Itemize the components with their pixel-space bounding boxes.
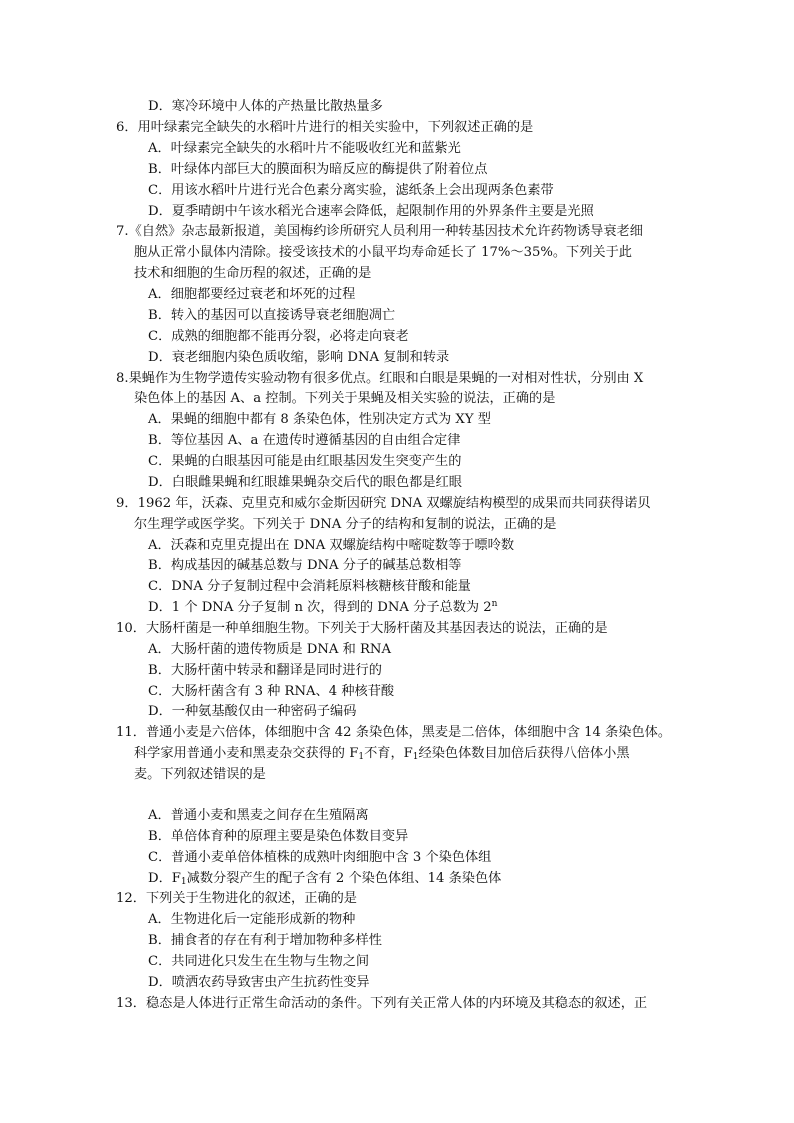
q11-option-d-part-b: 减数分裂产生的配子含有 2 个染色体组、14 条染色体 [186, 871, 502, 886]
q8-option-c: C．果蝇的白眼基因可能是由红眼基因发生突变产生的 [148, 454, 462, 469]
q11-option-c: C．普通小麦单倍体植株的成熟叶肉细胞中含 3 个染色体组 [148, 850, 492, 865]
q11-stem-line-2-part-a: 科学家用普通小麦和黑麦杂交获得的 F [134, 746, 359, 761]
q10-stem: 10．大肠杆菌是一种单细胞生物。下列关于大肠杆菌及其基因表达的说法，正确的是 [116, 621, 608, 636]
q11-option-d-part-a: D．F [148, 871, 181, 886]
q8-option-d: D．白眼雌果蝇和红眼雄果蝇杂交后代的眼色都是红眼 [148, 475, 462, 490]
q11-f1-subscript-b: 1 [412, 752, 419, 762]
q9-option-d-exponent: n [491, 599, 498, 609]
q10-option-a: A．大肠杆菌的遗传物质是 DNA 和 RNA [148, 642, 391, 657]
q9-option-d [148, 598, 497, 619]
q10-option-c: C．大肠杆菌含有 3 种 RNA、4 种核苷酸 [148, 684, 395, 699]
q11-stem-line-1: 11．普通小麦是六倍体，体细胞中含 42 条染色体，黑麦是二倍体，体细胞中含 14 条染色体。 [116, 725, 672, 740]
q11-option-a: A．普通小麦和黑麦之间存在生殖隔离 [148, 808, 369, 823]
q9-option-b: B．构成基因的碱基总数与 DNA 分子的碱基总数相等 [148, 558, 462, 573]
q9-stem-line-2: 尔生理学或医学奖。下列关于 DNA 分子的结构和复制的说法，正确的是 [134, 517, 557, 532]
q13-stem-line-1: 13．稳态是人体进行正常生命活动的条件。下列有关正常人体的内环境及其稳态的叙述，正 [116, 996, 648, 1011]
q7-stem-line-1: 7.《自然》杂志最新报道，美国梅约诊所研究人员利用一种转基因技术允许药物诱导衰老细 [116, 224, 643, 239]
q8-stem-line-1: 8.果蝇作为生物学遗传实验动物有很多优点。红眼和白眼是果蝇的一对相对性状，分别由 X [116, 371, 644, 386]
q9-option-a: A．沃森和克里克提出在 DNA 双螺旋结构中嘧啶数等于嘌呤数 [148, 538, 515, 553]
q11-option-d-subscript: 1 [180, 877, 187, 887]
q11-option-d [148, 869, 501, 890]
q11-stem-line-2-part-b: 不育，F [364, 746, 413, 761]
q11-stem-line-2-part-c: 经染色体数目加倍后获得八倍体小黑 [418, 746, 630, 761]
q6-option-d: D．夏季晴朗中午该水稻光合速率会降低，起限制作用的外界条件主要是光照 [148, 204, 594, 219]
q6-option-c: C．用该水稻叶片进行光合色素分离实验，滤纸条上会出现两条色素带 [148, 183, 554, 198]
q8-option-b: B．等位基因 A、a 在遗传时遵循基因的自由组合定律 [148, 433, 461, 448]
q7-option-a: A．细胞都要经过衰老和坏死的过程 [148, 287, 356, 302]
q9-option-c: C．DNA 分子复制过程中会消耗原料核糖核苷酸和能量 [148, 579, 471, 594]
q10-option-d: D．一种氨基酸仅由一种密码子编码 [148, 704, 357, 719]
q7-option-c: C．成熟的细胞都不能再分裂，必将走向衰老 [148, 329, 409, 344]
q12-option-b: B．捕食者的存在有利于增加物种多样性 [148, 933, 382, 948]
q10-option-b: B．大肠杆菌中转录和翻译是同时进行的 [148, 663, 382, 678]
q12-option-c: C．共同进化只发生在生物与生物之间 [148, 954, 370, 969]
q7-stem-line-2: 胞从正常小鼠体内清除。接受该技术的小鼠平均寿命延长了 17%～35%。下列关于此 [134, 245, 632, 260]
q6-option-b: B．叶绿体内部巨大的膜面积为暗反应的酶提供了附着位点 [148, 162, 488, 177]
q11-stem-line-3: 麦。下列叙述错误的是 [134, 767, 266, 782]
q11-stem-line-2 [134, 744, 630, 765]
q5-option-d: D．寒冷环境中人体的产热量比散热量多 [148, 99, 383, 114]
q6-stem: 6．用叶绿素完全缺失的水稻叶片进行的相关实验中，下列叙述正确的是 [116, 120, 534, 135]
q11-option-b: B．单倍体育种的原理主要是染色体数目变异 [148, 829, 409, 844]
q7-option-b: B．转入的基因可以直接诱导衰老细胞凋亡 [148, 308, 396, 323]
q8-stem-line-2: 染色体上的基因 A、a 控制。下列关于果蝇及相关实验的说法，正确的是 [134, 391, 556, 406]
q12-option-d: D．喷洒农药导致害虫产生抗药性变异 [148, 975, 370, 990]
q9-stem-line-1: 9．1962 年，沃森、克里克和威尔金斯因研究 DNA 双螺旋结构模型的成果而共同获得诺贝 [116, 496, 651, 511]
q11-f1-subscript-a: 1 [358, 752, 365, 762]
q12-stem: 12．下列关于生物进化的叙述，正确的是 [116, 891, 357, 906]
q12-option-a: A．生物进化后一定能形成新的物种 [148, 912, 356, 927]
q8-option-a: A．果蝇的细胞中都有 8 条染色体，性别决定方式为 XY 型 [148, 412, 491, 427]
q6-option-a: A．叶绿素完全缺失的水稻叶片不能吸收红光和蓝紫光 [148, 141, 461, 156]
q7-option-d: D．衰老细胞内染色质收缩，影响 DNA 复制和转录 [148, 350, 450, 365]
q9-option-d-text: D．1 个 DNA 分子复制 n 次，得到的 DNA 分子总数为 2 [148, 600, 492, 615]
q7-stem-line-3: 技术和细胞的生命历程的叙述，正确的是 [134, 266, 372, 281]
